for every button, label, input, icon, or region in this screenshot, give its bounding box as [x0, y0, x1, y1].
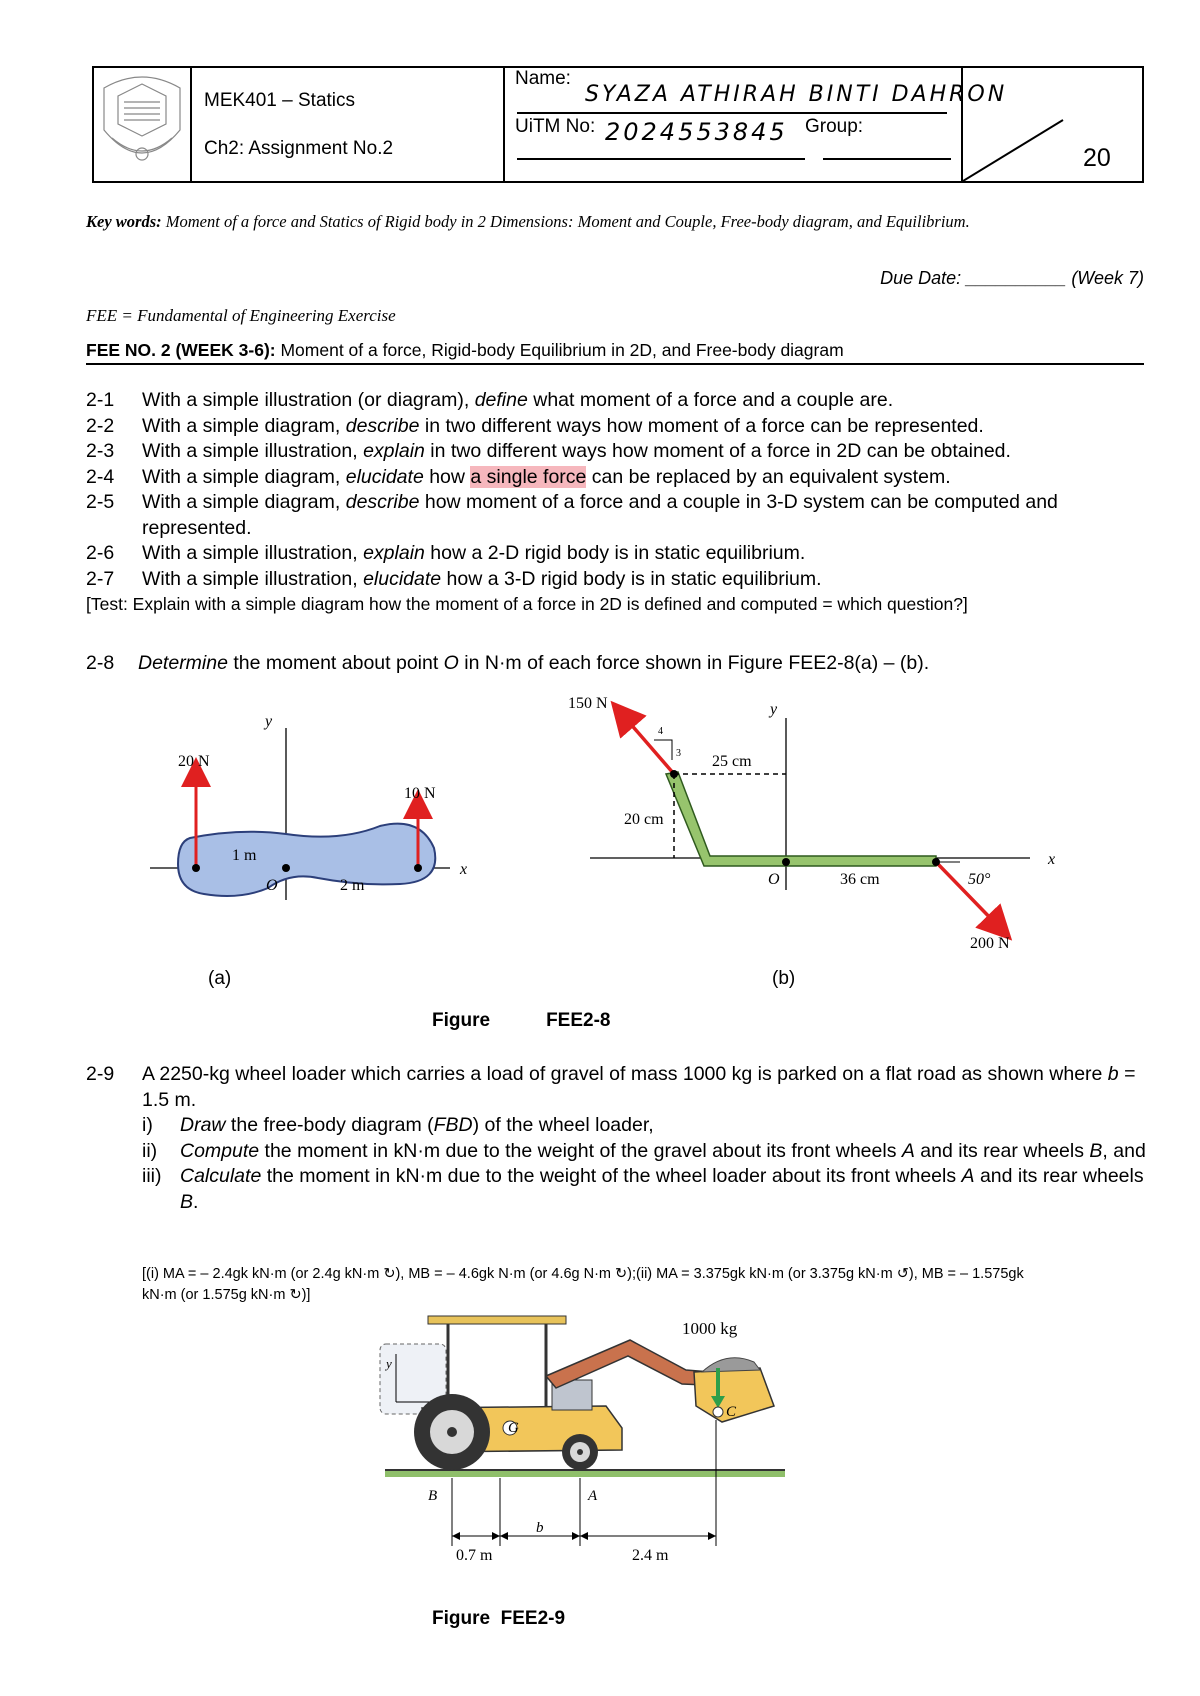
dist-2m-label: 2 m [340, 877, 365, 894]
fee-title-bold: FEE NO. 2 (WEEK 3-6): [86, 340, 276, 360]
university-crest-icon [94, 68, 190, 181]
c-label: C [726, 1404, 737, 1420]
a-point-label: A [588, 1488, 598, 1504]
course-cell [192, 68, 505, 181]
figure-8-caption: Figure FEE2-8 [432, 1010, 611, 1031]
fee-definition: FEE = Fundamental of Engineering Exercise [86, 306, 396, 325]
score-value: 20 [1083, 144, 1111, 172]
question-item: 2-4 With a simple diagram, elucidate how a single force can be replaced by an equivalent system. [86, 465, 951, 488]
header-table [92, 66, 1144, 183]
answer-line-1: [(i) MA = – 2.4gk kN·m (or 2.4g kN·m ↻), MB = – 4.6gk N·m (or 4.6g N·m ↻);(ii) MA = 3.375gk kN·m (or 3.375g kN·m ↺), MB = – 1.575gk [142, 1266, 1024, 1282]
figure-fee2-8b [560, 690, 1080, 970]
due-blank: __________ [966, 268, 1067, 288]
figure-fee2-9 [370, 1310, 840, 1590]
assignment-title: Ch2: Assignment No.2 [204, 138, 394, 159]
b-point-label: B [428, 1488, 438, 1504]
dist-1m-label: 1 m [232, 847, 257, 864]
x-label: x [460, 861, 468, 878]
canopy [428, 1316, 566, 1324]
question-item: 2-2 With a simple diagram, describe in two different ways how moment of a force can be represented. [86, 414, 984, 437]
dim-25cm-label: 25 cm [712, 753, 752, 770]
question-2-8: 2-8 Determine the moment about point O in N·m of each force shown in Figure FEE2-8(a) – (b). [86, 652, 930, 674]
gravel-mass-label: 1000 kg [682, 1319, 738, 1338]
score-cell [963, 68, 1142, 181]
question-item: 2-7 With a simple illustration, elucidate how a 3-D rigid body is in static equilibrium. [86, 567, 822, 590]
mass-center-c [713, 1407, 723, 1417]
slope-triangle [654, 740, 672, 760]
name-label: Name: [515, 68, 571, 89]
force-20n-label: 20 N [178, 753, 210, 770]
question-number: 2-8 [86, 652, 115, 674]
highlighted-text: a single force [470, 465, 587, 488]
b-dim-label: b [536, 1520, 544, 1536]
due-date [880, 268, 1144, 289]
question-item: 2-3 With a simple illustration, explain in two different ways how moment of a force in 2D can be obtained. [86, 440, 1011, 462]
question-list [86, 388, 1156, 618]
q29-part: iii) Calculate the moment in kN·m due to the weight of the wheel loader about its front wheels A and its rear wheels B. [142, 1165, 1144, 1213]
question-number: 2-9 [86, 1063, 115, 1085]
course-title: MEK401 – Statics [204, 90, 356, 111]
y-label: y [770, 701, 778, 718]
slope-3-label: 3 [676, 748, 681, 759]
question-item: 2-6 With a simple illustration, explain how a 2-D rigid body is in static equilibrium. [86, 542, 806, 564]
figure-9-caption: Figure FEE2-9 [432, 1608, 566, 1629]
fee-title-rest: Moment of a force, Rigid-body Equilibrium in 2D, and Free-body diagram [280, 340, 844, 360]
group-underline [823, 158, 951, 160]
force-200n-label: 200 N [970, 935, 1010, 952]
x-label: x [1048, 851, 1056, 868]
axes-y-label: y [386, 1356, 392, 1371]
y-label: y [265, 713, 273, 730]
force-10n-label: 10 N [404, 785, 436, 802]
dim-07m-label: 0.7 m [456, 1547, 493, 1564]
q29-part: i) Draw the free-body diagram (FBD) of the wheel loader, [142, 1114, 654, 1136]
q29-stem: 2-9 A 2250-kg wheel loader which carries a load of gravel of mass 1000 kg is parked on a flat road as shown where b = 1.5 m. [86, 1063, 1136, 1111]
test-note: [Test: Explain with a simple diagram how the moment of a force in 2D is defined and computed = which question?] [86, 594, 968, 614]
g-label: G [508, 1420, 519, 1436]
keywords-text: Moment of a force and Statics of Rigid body in 2 Dimensions: Moment and Couple, Free-body diagram, and Equilibrium. [165, 212, 970, 231]
keywords [86, 210, 1144, 234]
uitm-label: UiTM No: [515, 116, 596, 137]
caption-b: (b) [772, 968, 796, 989]
answer-note [142, 1264, 1152, 1306]
score-diagonal [963, 68, 1142, 181]
dim-20cm-label: 20 cm [624, 811, 664, 828]
group-label: Group: [805, 116, 864, 137]
origin-label: O [266, 877, 278, 894]
keywords-label: Key words: [86, 212, 162, 231]
q29-part: ii) Compute the moment in kN·m due to the weight of the gravel about its front wheels A and its rear wheels B, and [142, 1139, 1146, 1162]
gravel [702, 1358, 760, 1372]
question-2-9 [86, 1062, 1156, 1215]
bent-bar [666, 772, 936, 866]
figure-fee2-8a [150, 710, 490, 910]
due-label: Due Date: [880, 268, 962, 288]
caption-a: (a) [208, 968, 232, 989]
rigid-body-shape [178, 824, 435, 896]
dim-36cm-label: 36 cm [840, 871, 880, 888]
angle-label: 50° [968, 871, 991, 888]
fee-title [86, 340, 1144, 365]
uitm-underline [517, 158, 805, 160]
question-item: 2-1 With a simple illustration (or diagram), define what moment of a force and a couple are. [86, 389, 894, 411]
answer-line-2: kN·m (or 1.575g kN·m ↻)] [142, 1287, 311, 1303]
question-item: 2-5 With a simple diagram, describe how moment of a force and a couple in 3-D system can be computed and represented. [86, 491, 1058, 539]
student-info-cell [505, 68, 1008, 181]
uitm-handwriting: 2024553845 [605, 118, 788, 146]
logo-cell [94, 68, 192, 181]
ground [385, 1470, 785, 1477]
force-150n-arrow [622, 714, 674, 774]
dim-24m-label: 2.4 m [632, 1547, 669, 1564]
name-handwriting: SYAZA ATHIRAH BINTI DAHRON [585, 82, 1008, 107]
name-underline [517, 112, 947, 114]
origin-label: O [768, 871, 780, 888]
force-150n-label: 150 N [568, 695, 608, 712]
due-week: (Week 7) [1071, 268, 1144, 288]
slope-4-label: 4 [658, 726, 663, 737]
q28-verb: Determine [138, 652, 228, 674]
